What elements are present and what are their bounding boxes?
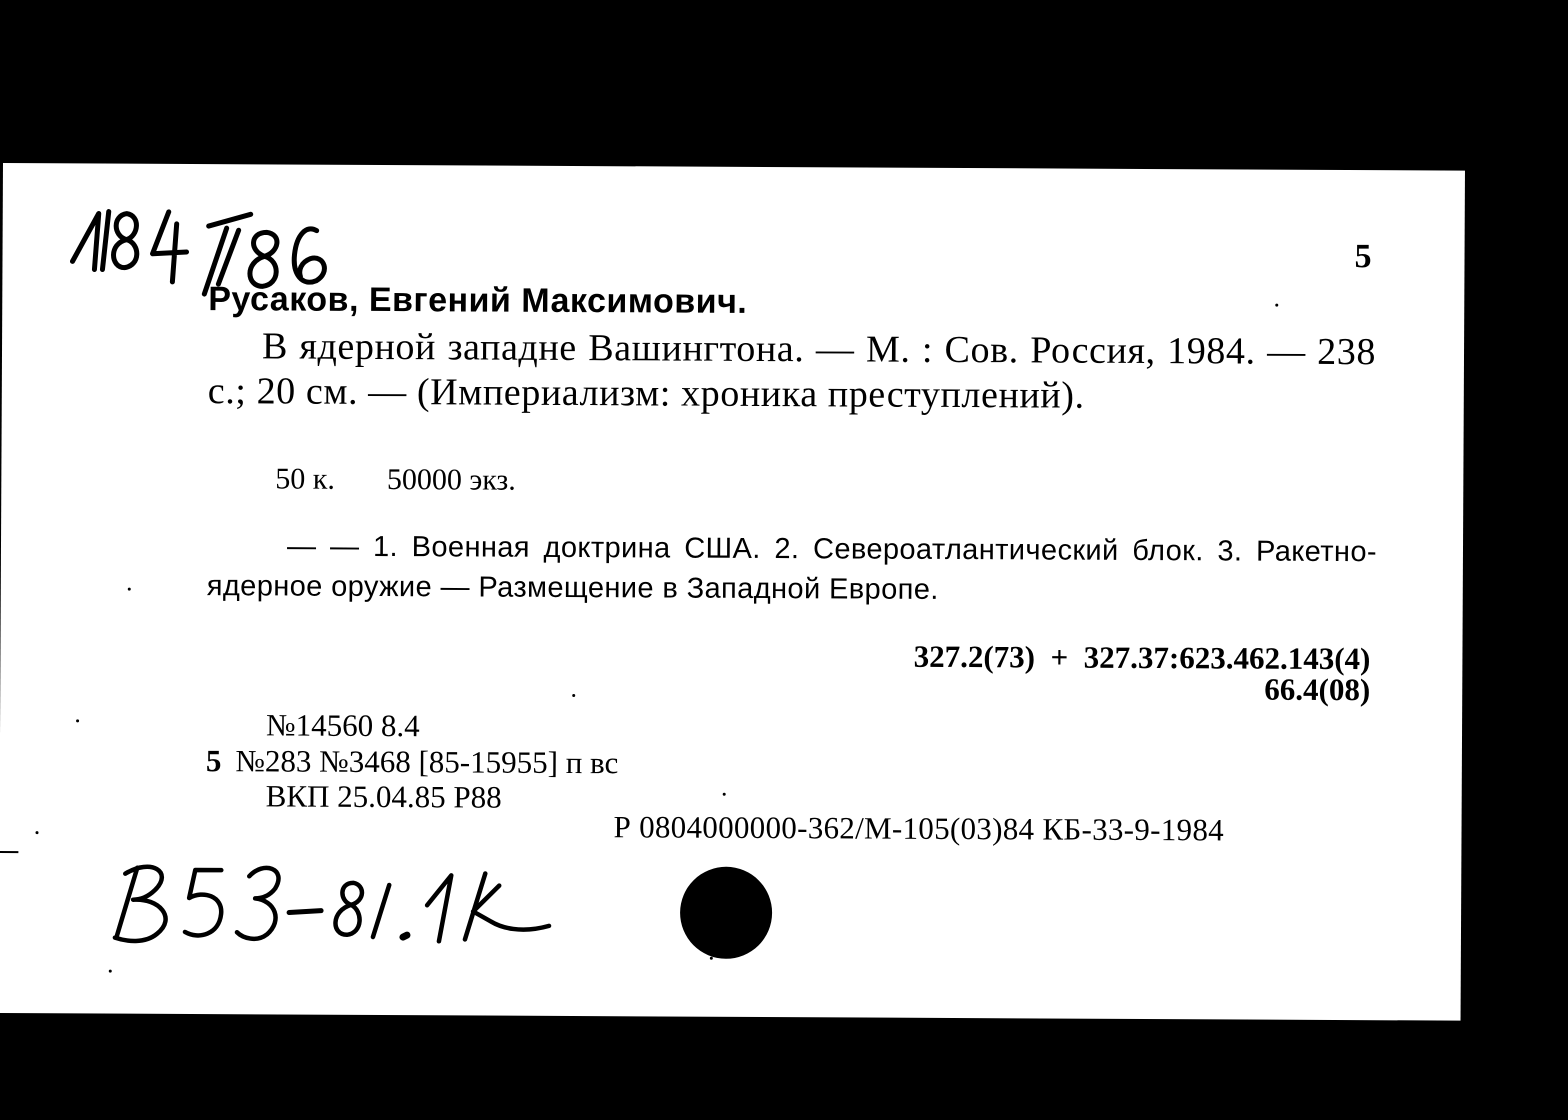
bbk-classification: 66.4(08)	[1264, 671, 1371, 708]
handwritten-shelf-mark	[103, 854, 564, 956]
author-heading: Русаков, Евгений Максимович.	[208, 280, 748, 321]
order-line	[205, 743, 619, 781]
vkp-line: ВКП 25.04.85 Р88	[265, 778, 502, 815]
speck	[723, 793, 726, 796]
production-code: Р 0804000000-362/М-105(03)84 КБ-33-9-1984	[613, 809, 1225, 848]
dash-mark	[0, 851, 18, 853]
page-number: 5	[1354, 238, 1372, 276]
speck	[1275, 304, 1278, 307]
speck	[128, 588, 131, 591]
speck	[710, 957, 713, 960]
speck	[572, 694, 575, 697]
speck	[109, 970, 112, 973]
order-bullet: 5	[205, 743, 222, 779]
bibliographic-description: В ядерной западне Вашингтона. — М. : Сов. Россия, 1984. — 238 с.; 20 см. — (Империализм: хроника преступлений).	[207, 325, 1377, 417]
speck	[76, 719, 79, 722]
price: 50 к.	[275, 462, 336, 496]
speck	[35, 831, 38, 834]
subject-headings: — — 1. Военная доктрина США. 2. Североатлантический блок. 3. Ракетно-ядерное оружие — Размещение в Западной Европе.	[206, 530, 1378, 606]
catalog-card	[0, 163, 1465, 1021]
udc-classification: 327.2(73) + 327.37:623.462.143(4)	[913, 638, 1371, 677]
price-line	[275, 464, 516, 495]
order-text: №283 №3468 [85-15955] п вс	[235, 743, 619, 781]
punch-hole	[680, 867, 772, 959]
print-run: 50000 экз.	[386, 463, 516, 497]
accession-number: №14560 8.4	[265, 707, 420, 744]
